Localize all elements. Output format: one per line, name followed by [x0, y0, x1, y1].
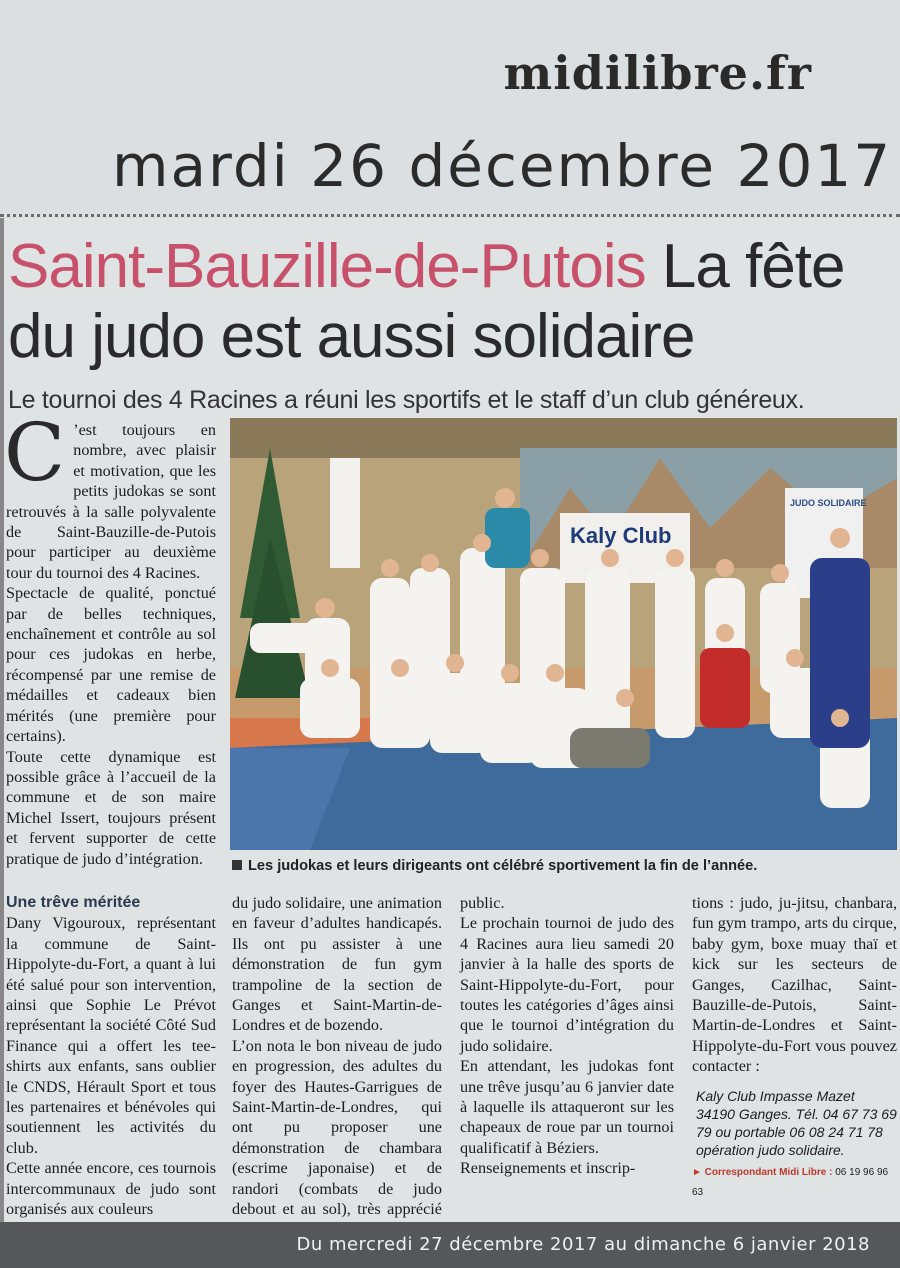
header-divider: [0, 214, 900, 217]
paragraph-3: Toute cette dynamique est possible grâce à l’accueil de la commune et de son maire Michel Issert, toujours présent et fervent supporter de cette pratique de judo d’intégration.: [6, 747, 216, 868]
site-name: midilibre.fr: [503, 46, 812, 100]
page-edge: [0, 218, 4, 1222]
paragraph-2: Spectacle de qualité, ponctué par de belles techniques, enchaînement et contrôle au sol pour ces judokas en herbe, récompensé par une remise de médailles et cadeaux bien mérités (une première pour certains).: [6, 584, 216, 746]
article-place: Saint-Bauzille-de-Putois: [8, 232, 646, 301]
club-banner-text: Kaly Club: [570, 523, 672, 548]
correspondent-label: ► Correspondant Midi Libre :: [692, 1166, 833, 1178]
judo-solidaire-banner-text: JUDO SOLIDAIRE: [790, 498, 867, 508]
column-3: [460, 893, 674, 1179]
paragraph-1: ’est toujours en nombre, avec plaisir et motivation, que les petits judokas se sont retrouvés à la salle polyvalente de Saint-Bauzille-de-Putois pour participer au deuxième tour du tournoi des 4 Racines.: [6, 421, 216, 582]
c4-paragraph-1: tions : judo, ju-jitsu, chanbara, fun gym trampo, arts du cirque, baby gym, boxe muay thaï et kick sur les secteurs de Ganges, Cazilhac, Saint-Bauzille-de-Putois, Saint-Martin-de-Londres et Saint-Hippolyte-du-Fort vous pouvez contacter :: [692, 894, 897, 1076]
column-2: [232, 893, 442, 1240]
article-subtitle: Le tournoi des 4 Racines a réuni les sportifs et le staff d’un club généreux.: [8, 386, 805, 414]
column-1: [4, 406, 216, 1219]
article-headline: La fête du judo est aussi solidaire: [8, 232, 845, 371]
masthead: [0, 0, 900, 218]
c3-paragraph-3: En attendant, les judokas font une trêve jusqu’au 6 janvier date à laquelle ils attaqueront sur les chapeaux de roue par un tournoi qualificatif à Béziers.: [460, 1057, 674, 1157]
c2-paragraph-2: L’on nota le bon niveau de judo en progression, des adultes du foyer des Hautes-Garrigues de Saint-Martin-de-Londres, qui ont pu proposer une démonstration de chambara (escrime japonaise) et de randori (combats de judo debout et au sol), très apprécié: [232, 1036, 442, 1219]
judo-group-photo: [230, 418, 897, 850]
c3-paragraph-1: public.: [460, 894, 505, 912]
footer-date-range: Du mercredi 27 décembre 2017 au dimanche 6 janvier 2018: [296, 1234, 870, 1255]
section-heading: Une trêve méritée: [6, 893, 141, 911]
correspondent-line: [692, 1163, 897, 1204]
photo-caption: Les judokas et leurs dirigeants ont célébré sportivement la fin de l’année.: [232, 858, 896, 874]
article-title: [8, 232, 888, 372]
footer-bar: [0, 1222, 900, 1268]
column-4: [692, 893, 897, 1203]
c3-paragraph-4: Renseignements et inscrip-: [460, 1159, 636, 1178]
issue-date: mardi 26 décembre 2017: [112, 132, 893, 200]
correspondent-phone: 06 19 96 96 63: [692, 1166, 889, 1199]
paragraph-4: Dany Vigouroux, représentant la commune de Saint-Hippolyte-du-Fort, a quant à lui été salué pour son intervention, ainsi que Sophie Le Prévot représentant la société Côté Sud Finance qui a offert les tee-shirts aux enfants, sans oublier le CNDS, Hérault Sport et tous les partenaires et bénévoles qui soutiennent les activités du club.: [6, 914, 216, 1157]
paragraph-5: Cette année encore, ces tournois intercommunaux de judo sont organisés aux couleurs: [6, 1159, 216, 1219]
c2-paragraph-1: du judo solidaire, une animation en faveur d’adultes handicapés. Ils ont pu assister à une démonstration de fun gym trampoline de la section de Ganges et Saint-Martin-de-Londres et de bozendo.: [232, 894, 442, 1035]
club-contact: Kaly Club Impasse Mazet 34190 Ganges. Tél. 04 67 73 69 79 ou portable 06 08 24 71 78 opération judo solidaire.: [696, 1087, 897, 1158]
c3-paragraph-2: Le prochain tournoi de judo des 4 Racines aura lieu samedi 20 janvier à la halle des sports de Saint-Hippolyte-du-Fort, pour toutes les catégories d’âges ainsi que le tournoi d’intégration du judo solidaire.: [460, 914, 674, 1055]
caption-bullet: [232, 860, 242, 870]
drop-cap: C: [4, 406, 66, 499]
